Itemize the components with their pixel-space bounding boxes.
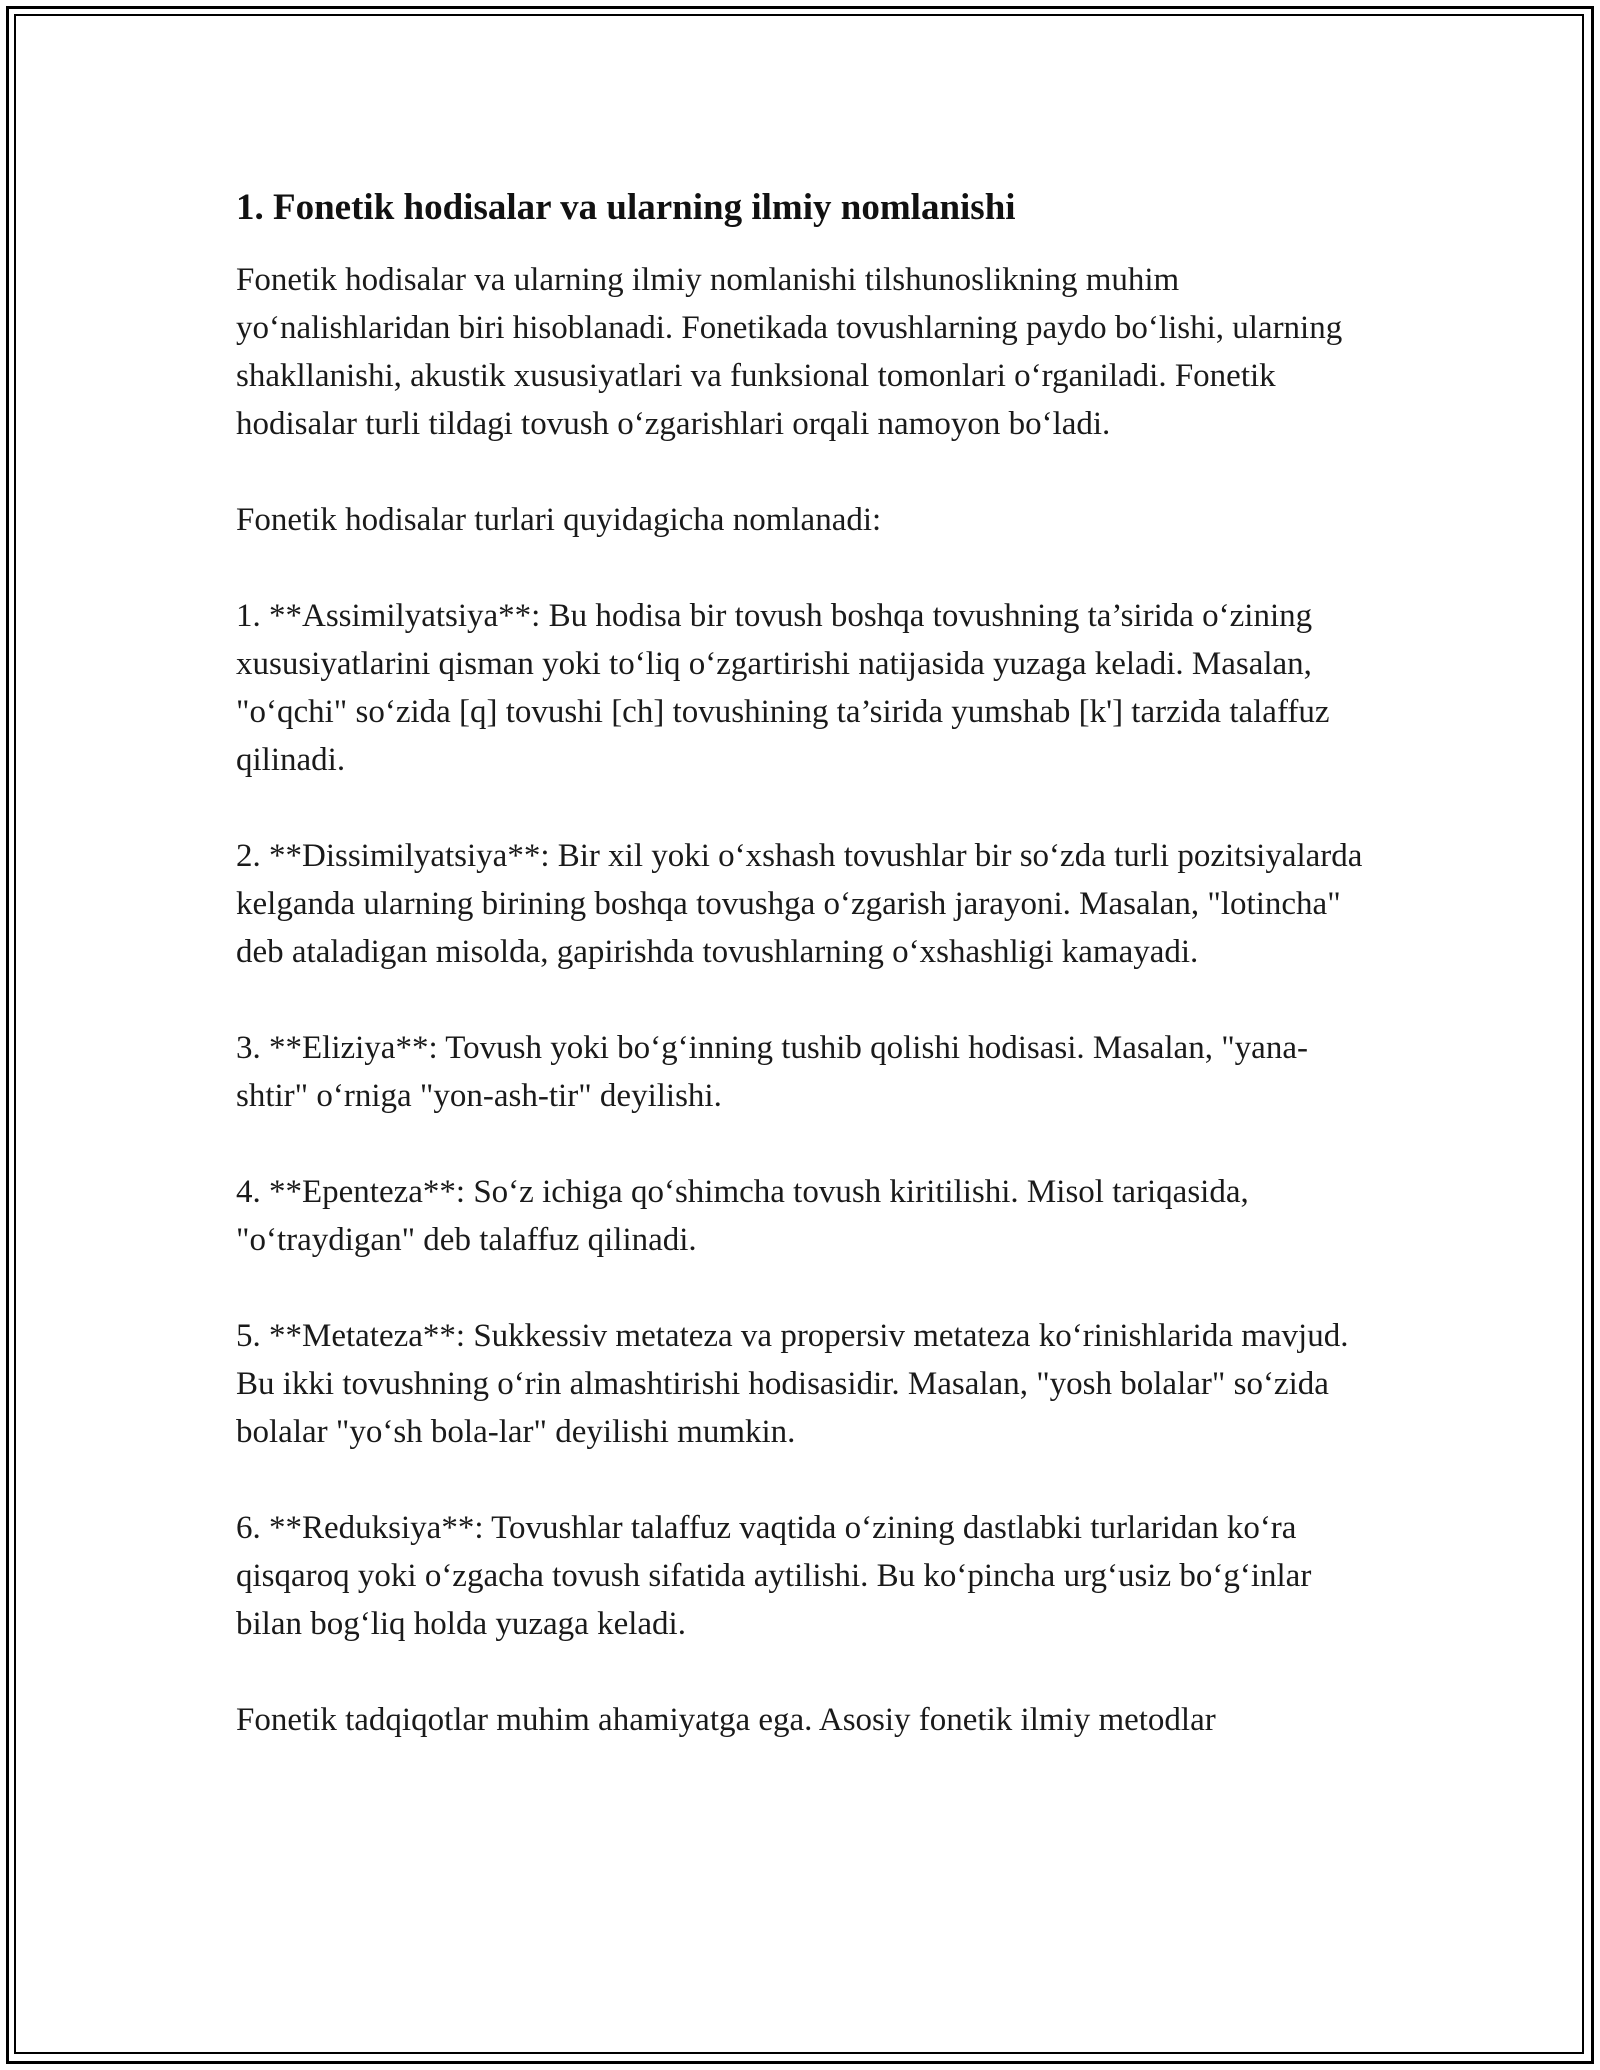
list-item-metateza: 5. **Metateza**: Sukkessiv metateza va propersiv metateza ko‘rinishlarida mavjud. Bu ikki tovushning o‘rin almashtirishi hodisasidir. Masalan, "yosh bolalar" so‘zida bolalar "yo‘sh bola-lar" deyilishi mumkin. (236, 1318, 1349, 1450)
closing-paragraph: Fonetik tadqiqotlar muhim ahamiyatga ega. Asosiy fonetik ilmiy metodlar (236, 1702, 1216, 1738)
list-item-reduksiya: 6. **Reduksiya**: Tovushlar talaffuz vaqtida o‘zining dastlabki turlaridan ko‘ra qisqaroq yoki o‘zgacha tovush sifatida aytilishi. Bu ko‘pincha urg‘usiz bo‘g‘inlar bilan bog‘liq holda yuzaga keladi. (236, 1510, 1312, 1642)
list-item-epenteza: 4. **Epenteza**: So‘z ichiga qo‘shimcha tovush kiritilishi. Misol tariqasida, "o‘traydigan" deb talaffuz qilinadi. (236, 1174, 1249, 1258)
types-intro-paragraph: Fonetik hodisalar turlari quyidagicha nomlanadi: (236, 502, 882, 538)
intro-paragraph: Fonetik hodisalar va ularning ilmiy nomlanishi tilshunoslikning muhim yo‘nalishlaridan biri hisoblanadi. Fonetikada tovushlarning paydo bo‘lishi, ularning shakllanishi, akustik xususiyatlari va funksional tomonlari o‘rganiladi. Fonetik hodisalar turli tildagi tovush o‘zgarishlari orqali namoyon bo‘ladi. (236, 262, 1343, 442)
list-item-dissimilyatsiya: 2. **Dissimilyatsiya**: Bir xil yoki o‘xshash tovushlar bir so‘zda turli pozitsiyalarda kelganda ularning birining boshqa tovushga o‘zgarish jarayoni. Masalan, "lotincha" deb ataladigan misolda, gapirishda tovushlarning o‘xshashligi kamayadi. (236, 838, 1363, 970)
list-item-assimilyatsiya: 1. **Assimilyatsiya**: Bu hodisa bir tovush boshqa tovushning ta’sirida o‘zining xususiyatlarini qisman yoki to‘liq o‘zgartirishi natijasida yuzaga keladi. Masalan, "o‘qchi" so‘zida [q] tovushi [ch] tovushining ta’sirida yumshab [k'] tarzida talaffuz qilinadi. (236, 598, 1330, 778)
list-item-eliziya: 3. **Eliziya**: Tovush yoki bo‘g‘inning tushib qolishi hodisasi. Masalan, "yana-shtir" o‘rniga "yon-ash-tir" deyilishi. (236, 1030, 1308, 1114)
document-body (236, 186, 1371, 1744)
section-heading: 1. Fonetik hodisalar va ularning ilmiy nomlanishi (236, 187, 1016, 228)
